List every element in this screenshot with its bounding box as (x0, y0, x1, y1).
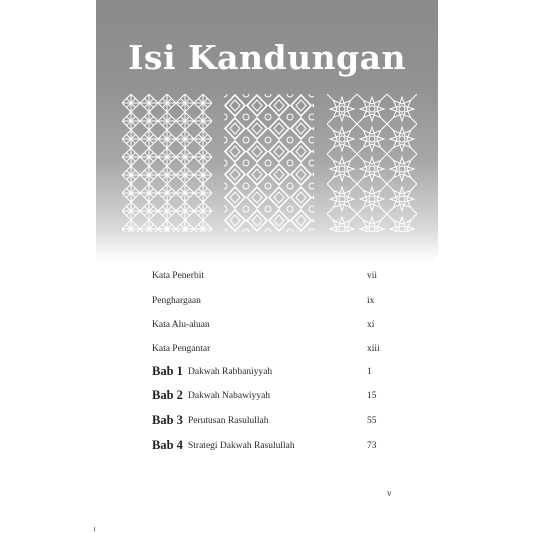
page-title: Isi Kandungan (127, 38, 407, 77)
geometric-pattern-middle (224, 94, 314, 232)
chapter-number: Bab 2 (152, 388, 183, 402)
chapter-page: 73 (367, 441, 377, 451)
chapter-page: 15 (367, 391, 377, 401)
toc-entry-label: Kata Pengantar (152, 344, 211, 354)
page-number: v (387, 488, 392, 498)
crop-mark (94, 527, 95, 531)
toc-entry (152, 296, 382, 314)
chapter-title: Dakwah Nabawiyyah (188, 391, 271, 401)
geometric-pattern-left (122, 94, 212, 232)
chapter-number: Bab 1 (152, 364, 183, 378)
toc-entry-page: xi (367, 320, 375, 330)
toc-entry-page: ix (367, 296, 375, 306)
chapter-page: 1 (367, 367, 372, 377)
toc-entry-page: vii (367, 271, 378, 281)
toc-entry-label: Kata Penerbit (152, 271, 204, 281)
geometric-pattern-right (327, 94, 417, 232)
chapter-title: Dakwah Rabbaniyyah (188, 367, 273, 377)
toc-entry (152, 344, 382, 362)
chapter-entry (152, 364, 382, 385)
toc-entry-label: Kata Alu-aluan (152, 320, 210, 330)
chapter-entry (152, 388, 382, 409)
toc-entry (152, 271, 382, 289)
toc-entry-page: xiii (367, 344, 380, 354)
chapter-entry (152, 413, 382, 434)
chapter-entry (152, 438, 382, 459)
chapter-number: Bab 4 (152, 438, 183, 452)
chapter-page: 55 (367, 416, 377, 426)
chapter-title: Perutusan Rasulullah (188, 416, 269, 426)
chapter-number: Bab 3 (152, 413, 183, 427)
toc-entry (152, 320, 382, 338)
toc-entry-label: Penghargaan (152, 296, 201, 306)
chapter-title: Strategi Dakwah Rasulullah (188, 441, 295, 451)
